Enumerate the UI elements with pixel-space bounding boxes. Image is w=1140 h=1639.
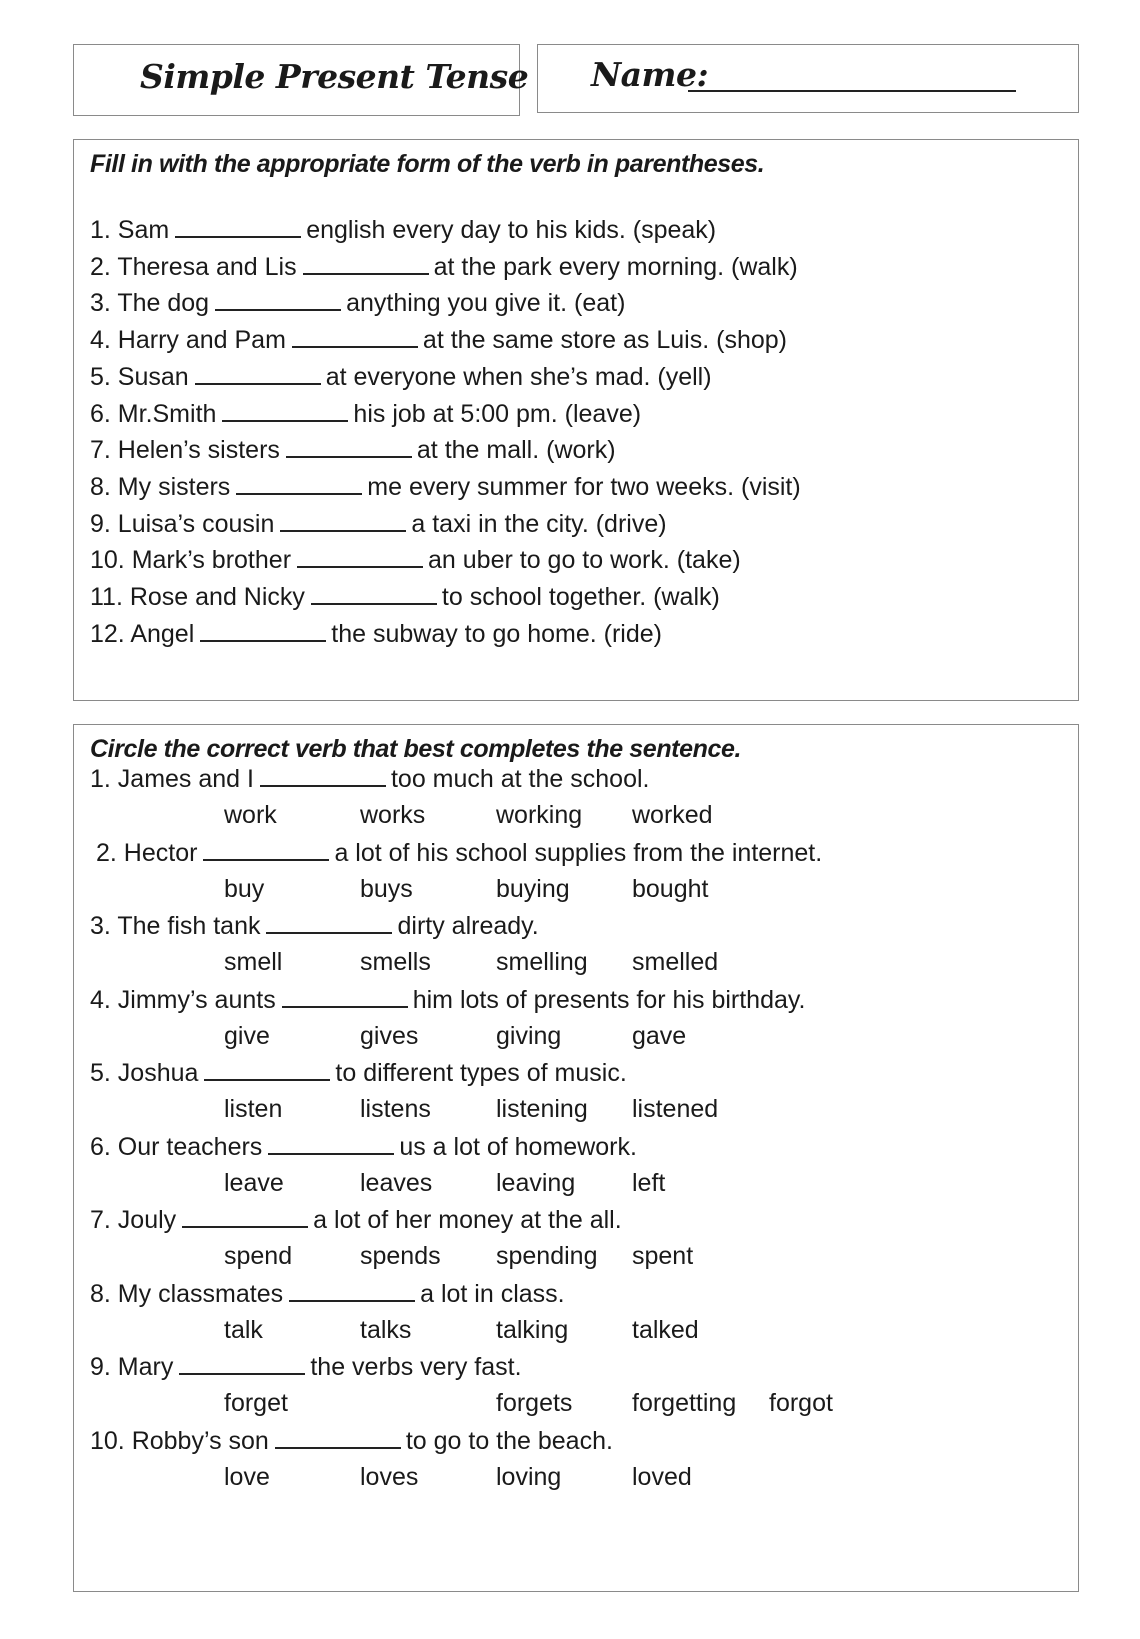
circle-item-9 [90,1351,522,1383]
answer-blank[interactable] [203,837,329,861]
verb-options [74,946,1080,978]
answer-blank[interactable] [268,1131,394,1155]
sentence-end: his job at 5:00 pm. (leave) [353,399,642,428]
circle-item-5 [90,1057,627,1089]
verb-option[interactable]: listened [632,1095,719,1123]
answer-blank[interactable] [286,434,412,458]
answer-blank[interactable] [303,251,429,275]
answer-blank[interactable] [297,544,423,568]
answer-blank[interactable] [289,1278,415,1302]
sentence-end: the subway to go home. (ride) [331,619,662,648]
verb-options [74,1314,1080,1346]
answer-blank[interactable] [175,214,301,238]
verb-option[interactable]: gave [632,1021,687,1050]
verb-option[interactable]: listen [224,1095,283,1123]
verb-option[interactable]: love [224,1462,270,1491]
sentence-start: 11. Rose and Nicky [90,583,305,611]
fill-item-9 [90,508,667,540]
worksheet-title: Simple Present Tense [140,57,529,96]
verb-option[interactable]: smelled [632,948,719,976]
answer-blank[interactable] [195,361,321,385]
verb-option[interactable]: buying [496,874,570,903]
verb-options [74,799,1080,831]
sentence-start: 4. Jimmy’s aunts [90,985,276,1014]
verb-options [74,1387,1080,1419]
fill-in-section [73,139,1079,701]
verb-option[interactable]: spent [632,1242,694,1270]
fill-item-10 [90,544,741,576]
verb-option[interactable]: left [632,1168,666,1197]
sentence-start: 12. Angel [90,619,195,648]
fill-item-8 [90,471,801,503]
sentence-start: 10. Mark’s brother [90,546,292,575]
verb-option[interactable]: talked [632,1315,699,1344]
verb-option[interactable]: talking [496,1315,569,1344]
verb-options [74,1461,1080,1493]
answer-blank[interactable] [204,1057,330,1081]
circle-item-2 [96,837,822,869]
verb-option[interactable]: spend [224,1242,293,1270]
verb-option[interactable]: leave [224,1168,284,1197]
circle-item-10 [90,1425,613,1457]
verb-option[interactable]: loving [496,1462,562,1491]
sentence-start: 3. The fish tank [90,912,261,940]
sentence-end: a lot of her money at the all. [313,1206,622,1234]
answer-blank[interactable] [179,1351,305,1375]
fill-item-12 [90,618,662,650]
sentence-end: at the same store as Luis. (shop) [422,326,787,355]
sentence-start: 5. Joshua [90,1059,199,1087]
fill-item-7 [90,434,616,466]
verb-option[interactable]: forgets [496,1389,573,1417]
sentence-start: 2. Hector [96,838,198,867]
sentence-end: him lots of presents for his birthday. [412,985,806,1014]
sentence-start: 5. Susan [90,362,189,391]
fill-item-11 [90,581,720,613]
verb-option[interactable]: talks [360,1315,412,1344]
sentence-start: 4. Harry and Pam [90,326,286,355]
sentence-end: too much at the school. [390,765,650,793]
sentence-start: 7. Jouly [90,1206,177,1234]
fill-item-3 [90,287,625,319]
verb-option[interactable]: forget [224,1389,288,1417]
circle-item-7 [90,1204,622,1236]
verb-option[interactable]: smelling [496,948,588,976]
sentence-start: 6. Our teachers [90,1132,263,1161]
sentence-end: at the park every morning. (walk) [433,252,798,281]
sentence-start: 7. Helen’s sisters [90,436,280,465]
verb-options [74,1020,1080,1052]
verb-options [74,873,1080,905]
verb-options [74,1240,1080,1272]
sentence-start: 9. Luisa’s cousin [90,509,275,538]
verb-option[interactable]: give [224,1021,270,1050]
fill-item-2 [90,251,798,283]
sentence-end: anything you give it. (eat) [346,289,626,318]
verb-option[interactable]: work [224,801,277,829]
sentence-start: 9. Mary [90,1353,174,1381]
verb-option[interactable]: listening [496,1095,588,1123]
title-box [73,44,529,116]
verb-options [74,1167,1080,1199]
verb-option[interactable]: spends [360,1242,441,1270]
sentence-end: us a lot of homework. [399,1132,637,1161]
fill-item-1 [90,214,716,246]
circle-instruction: Circle the correct verb that best completes the sentence. [90,735,742,763]
verb-option[interactable]: leaves [360,1168,433,1197]
verb-option[interactable]: gives [360,1021,419,1050]
answer-blank[interactable] [311,581,437,605]
verb-option[interactable]: working [496,801,583,829]
verb-option[interactable]: bought [632,874,709,903]
circle-verb-section [73,724,1079,1592]
verb-option[interactable]: spending [496,1242,598,1270]
answer-blank[interactable] [280,508,406,532]
sentence-end: a taxi in the city. (drive) [411,509,667,538]
sentence-end: at the mall. (work) [416,436,616,465]
answer-blank[interactable] [266,910,392,934]
answer-blank[interactable] [282,984,408,1008]
fill-item-6 [90,398,641,430]
sentence-end: an uber to go to work. (take) [428,546,741,575]
verb-option[interactable]: smell [224,948,283,976]
circle-item-6 [90,1131,637,1163]
sentence-start: 1. Sam [90,216,170,244]
answer-blank[interactable] [236,471,362,495]
circle-item-1 [90,763,649,795]
verb-option[interactable]: buys [360,874,413,903]
verb-option[interactable]: worked [632,801,713,829]
answer-blank[interactable] [215,287,341,311]
answer-blank[interactable] [292,324,418,348]
answer-blank[interactable] [260,763,386,787]
sentence-end: to go to the beach. [405,1426,613,1455]
fill-item-4 [90,324,787,356]
verb-option[interactable]: works [360,801,426,829]
sentence-start: 8. My classmates [90,1279,284,1308]
sentence-end: dirty already. [397,912,539,940]
answer-blank[interactable] [200,618,326,642]
verb-options [74,1093,1080,1125]
fill-item-5 [90,361,712,393]
name-box [537,44,1079,113]
answer-blank[interactable] [222,398,348,422]
sentence-end: the verbs very fast. [310,1353,522,1381]
circle-item-3 [90,910,539,942]
sentence-start: 2. Theresa and Lis [90,252,297,281]
sentence-end: a lot in class. [420,1279,565,1308]
sentence-start: 1. James and I [90,765,254,793]
verb-option[interactable]: loves [360,1462,419,1491]
name-label: Name: [591,55,709,94]
verb-option[interactable]: forgetting [632,1389,737,1417]
verb-option[interactable]: forgot [769,1389,833,1417]
sentence-end: to school together. (walk) [441,583,720,611]
sentence-start: 10. Robby’s son [90,1426,269,1455]
verb-option[interactable]: loved [632,1462,692,1491]
verb-option[interactable]: smells [360,948,431,976]
name-blank-line[interactable] [688,90,1016,92]
fill-in-instruction: Fill in with the appropriate form of the verb in parentheses. [90,150,765,178]
sentence-start: 6. Mr.Smith [90,399,217,428]
sentence-end: a lot of his school supplies from the internet. [334,838,823,867]
sentence-end: me every summer for two weeks. (visit) [367,472,801,501]
answer-blank[interactable] [275,1425,401,1449]
circle-item-4 [90,984,805,1016]
sentence-start: 8. My sisters [90,472,231,501]
verb-option[interactable]: buy [224,874,265,903]
circle-item-8 [90,1278,565,1310]
verb-option[interactable]: giving [496,1021,562,1050]
verb-option[interactable]: talk [224,1315,263,1344]
verb-option[interactable]: listens [360,1095,431,1123]
verb-option[interactable]: leaving [496,1168,576,1197]
answer-blank[interactable] [182,1204,308,1228]
sentence-start: 3. The dog [90,289,210,318]
sentence-end: english every day to his kids. (speak) [306,216,717,244]
sentence-end: at everyone when she’s mad. (yell) [325,362,712,391]
sentence-end: to different types of music. [335,1059,627,1087]
